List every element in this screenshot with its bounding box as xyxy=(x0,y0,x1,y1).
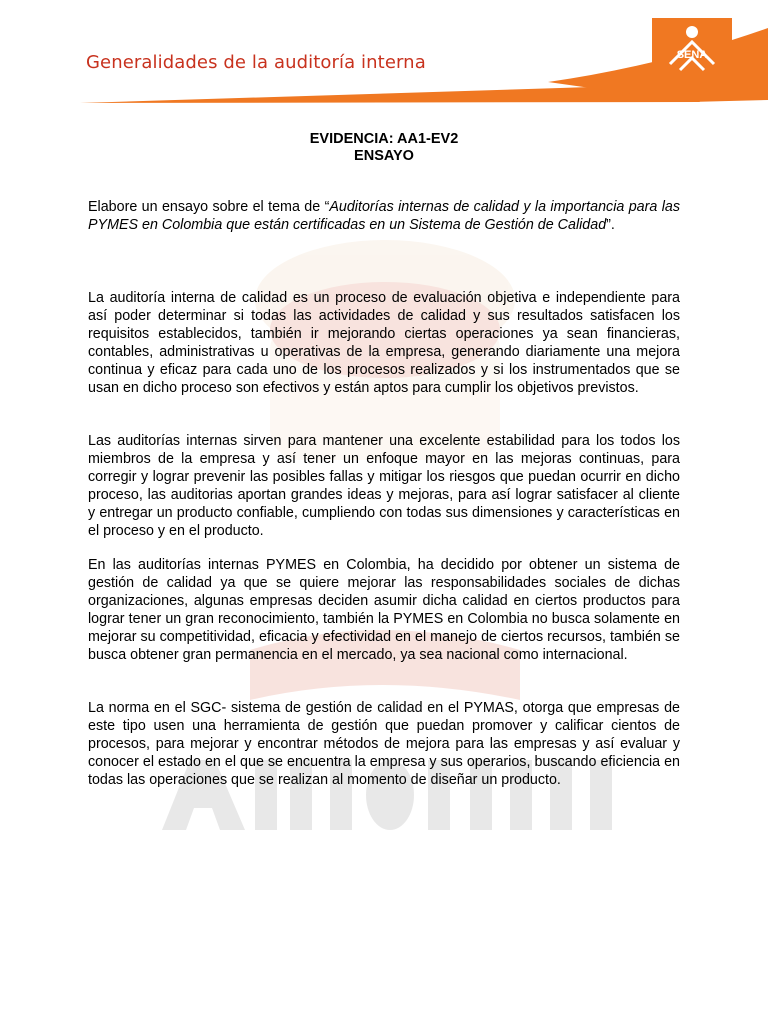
header-title: Generalidades de la auditoría interna xyxy=(86,52,426,73)
paragraph-3: En las auditorías internas PYMES en Colombia, ha decidido por obtener un sistema de gestión de calidad ya que se quiere mejorar las responsabilidades sociales de dichas organizaciones, algunas empresas deciden asumir dicha calidad en ciertos productos para lograr tener un gran reconocimiento, también la PYMES en Colombia no busca solamente en mejorar su competitividad, eficacia y efectividad en el manejo de ciertos recursos, también se busca obtener gran permanencia en el mercado, ya sea nacional como internacional. xyxy=(88,557,680,663)
prompt-tail: ”. xyxy=(606,217,615,233)
prompt-paragraph xyxy=(88,198,680,234)
document-heading xyxy=(0,131,768,165)
sena-logo xyxy=(652,18,732,84)
paragraph-2: Las auditorías internas sirven para mantener una excelente estabilidad para los todos los miembros de la empresa y así tener un enfoque mayor en las mejoras continuas, para corregir y lograr prevenir las posibles fallas y mitigar los riesgos que puedan ocurrir en dicho proceso, las auditorias aportan grandes ideas y mejoras, para así lograr satisfacer al cliente y entregar un producto confiable, cumpliendo con todas sus dimensiones y características en el proceso y en el producto. xyxy=(88,433,680,539)
essay-title: ENSAYO xyxy=(354,148,414,164)
prompt-topic: Auditorías internas de calidad y la importancia para las PYMES en Colombia que están certificadas en un Sistema de Gestión de Calidad xyxy=(88,199,680,233)
paragraph-1: La auditoría interna de calidad es un proceso de evaluación objetiva e independiente para así poder determinar si todas las actividades de calidad y sus resultados satisfacen los requisitos establecidos, también ir mejorando ciertas operaciones ya sean financieras, contables, administrativas u operativas de la empresa, generando diariamente una mejora continua y eficaz para cada uno de los procesos realizados y si los instrumentados que se usan en dicho proceso son efectivos y están aptos para cumplir los objetivos previstos. xyxy=(88,290,680,396)
svg-text:SENA: SENA xyxy=(676,49,708,61)
evidence-title: EVIDENCIA: AA1-EV2 xyxy=(309,131,459,147)
prompt-lead: Elabore un ensayo sobre el tema de “ xyxy=(88,199,330,215)
paragraph-4: La norma en el SGC- sistema de gestión de calidad en el PYMAS, otorga que empresas de este tipo usen una herramienta de gestión que puedan promover y calificar cientos de procesos, para mejorar y encontrar métodos de mejora para las empresas y así evaluar y conocer el estado en el que se encuentra la empresa y sus operarios, buscando eficiencia en todas las operaciones que se realizan al momento de diseñar un producto. xyxy=(88,700,680,788)
